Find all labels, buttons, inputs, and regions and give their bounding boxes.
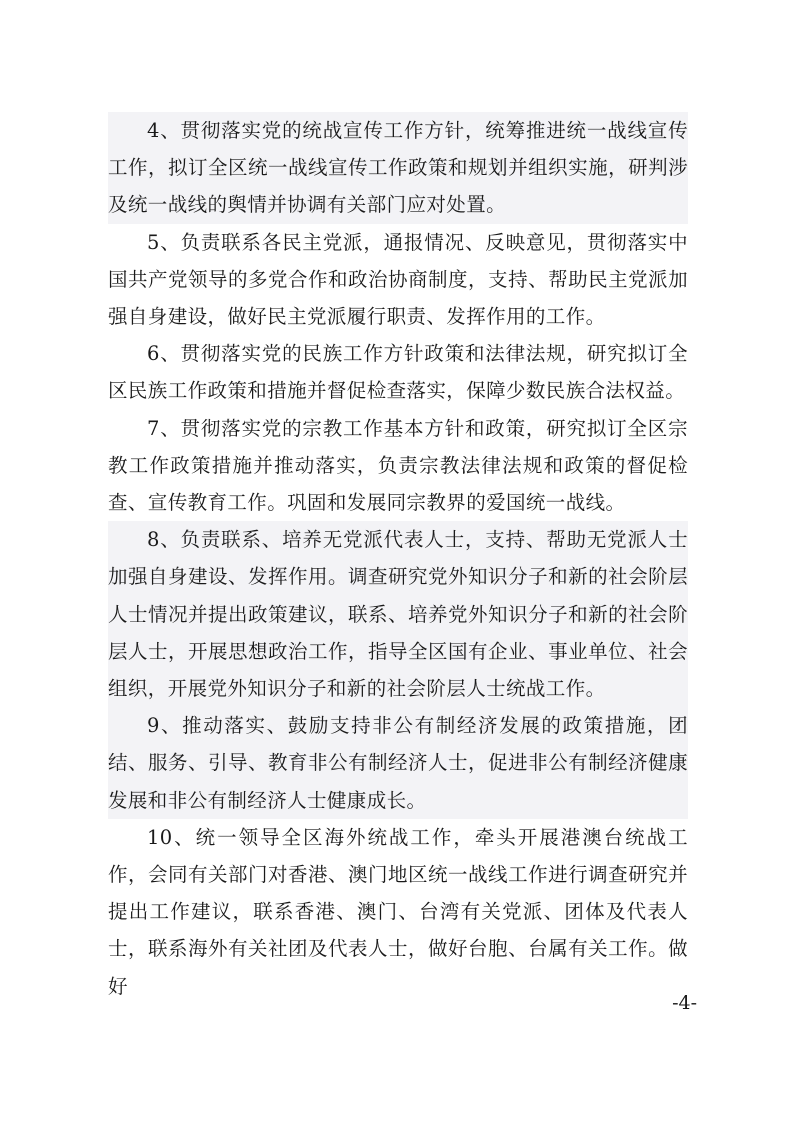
body-text — [108, 112, 688, 1005]
paragraph-item-9: 9、推动落实、鼓励支持非公有制经济发展的政策措施，团结、服务、引导、教育非公有制经济人士，促进非公有制经济健康发展和非公有制经济人士健康成长。 — [108, 707, 688, 819]
paragraph-item-6: 6、贯彻落实党的民族工作方针政策和法律法规，研究拟订全区民族工作政策和措施并督促检查落实，保障少数民族合法权益。 — [108, 342, 688, 403]
page-number: -4- — [672, 992, 697, 1014]
paragraph-item-10: 10、统一领导全区海外统战工作，牵头开展港澳台统战工作，会同有关部门对香港、澳门地区统一战线工作进行调查研究并提出工作建议，联系香港、澳门、台湾有关党派、团体及代表人士，联系海外有关社团及代表人士，做好台胞、台属有关工作。做好 — [108, 825, 688, 998]
paragraph-item-8: 8、负责联系、培养无党派代表人士，支持、帮助无党派人士加强自身建设、发挥作用。调查研究党外知识分子和新的社会阶层人士情况并提出政策建议，联系、培养党外知识分子和新的社会阶层人士，开展思想政治工作，指导全区国有企业、事业单位、社会组织，开展党外知识分子和新的社会阶层人士统战工作。 — [108, 521, 688, 707]
paragraph-item-5: 5、负责联系各民主党派，通报情况、反映意见，贯彻落实中国共产党领导的多党合作和政治协商制度，支持、帮助民主党派加强自身建设，做好民主党派履行职责、发挥作用的工作。 — [108, 230, 688, 329]
paragraph-item-7: 7、贯彻落实党的宗教工作基本方针和政策，研究拟订全区宗教工作政策措施并推动落实，负责宗教法律法规和政策的督促检查、宣传教育工作。巩固和发展同宗教界的爱国统一战线。 — [108, 416, 688, 515]
paragraph-item-4: 4、贯彻落实党的统战宣传工作方针，统筹推进统一战线宣传工作，拟订全区统一战线宣传工作政策和规划并组织实施，研判涉及统一战线的舆情并协调有关部门应对处置。 — [108, 112, 688, 224]
